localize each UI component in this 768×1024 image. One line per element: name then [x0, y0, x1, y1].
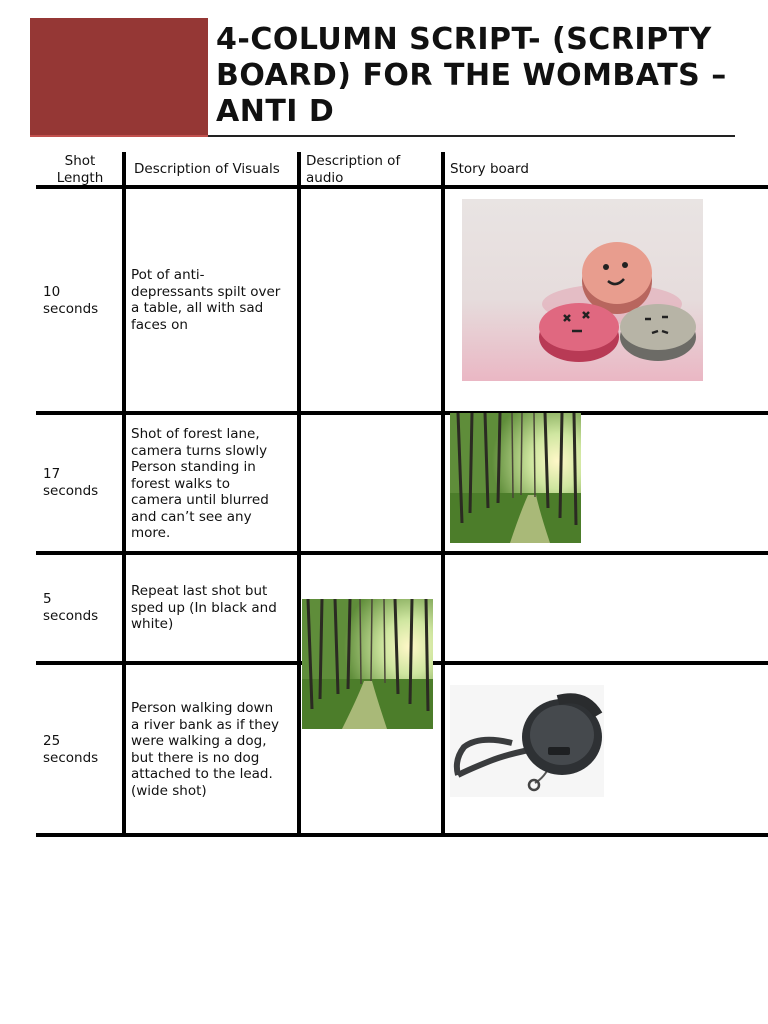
visuals-cell: Shot of forest lane, camera turns slowly Person standing in forest walks to camera until blurred and can’t see any more.: [131, 426, 269, 541]
table-vline: [122, 152, 126, 836]
shot-length-cell: 5 seconds: [43, 591, 99, 624]
shot-length-cell: 17 seconds: [43, 466, 99, 499]
forest-lane-photo: [302, 599, 433, 736]
shot-length-cell: 10 seconds: [43, 284, 99, 317]
table-hline: [36, 833, 768, 837]
title-accent-line: [30, 135, 208, 137]
page-title: 4-COLUMN SCRIPT- (SCRIPTY BOARD) FOR THE WOMBATS – ANTI D: [216, 22, 727, 129]
header-audio: Description of audio: [306, 153, 401, 186]
shot-length-cell: 25 seconds: [43, 733, 99, 766]
table-hline: [36, 411, 768, 415]
header-storyboard: Story board: [450, 161, 529, 177]
pills-with-faces-photo: [462, 199, 703, 381]
title-color-block: [30, 18, 208, 136]
table-vline: [441, 152, 445, 836]
visuals-cell: Pot of anti- depressants spilt over a table, all with sad faces on: [131, 267, 281, 333]
title-underline: [208, 135, 735, 137]
table-vline: [297, 152, 301, 836]
visuals-cell: Person walking down a river bank as if they were walking a dog, but there is no dog attached to the lead. (wide shot): [131, 700, 280, 799]
header-visuals: Description of Visuals: [134, 161, 280, 177]
forest-lane-photo: [450, 413, 581, 550]
header-shot-length: Shot Length: [56, 153, 104, 186]
table-hline: [36, 551, 768, 555]
retractable-dog-lead-photo: [450, 665, 604, 797]
visuals-cell: Repeat last shot but sped up (In black and white): [131, 583, 277, 632]
